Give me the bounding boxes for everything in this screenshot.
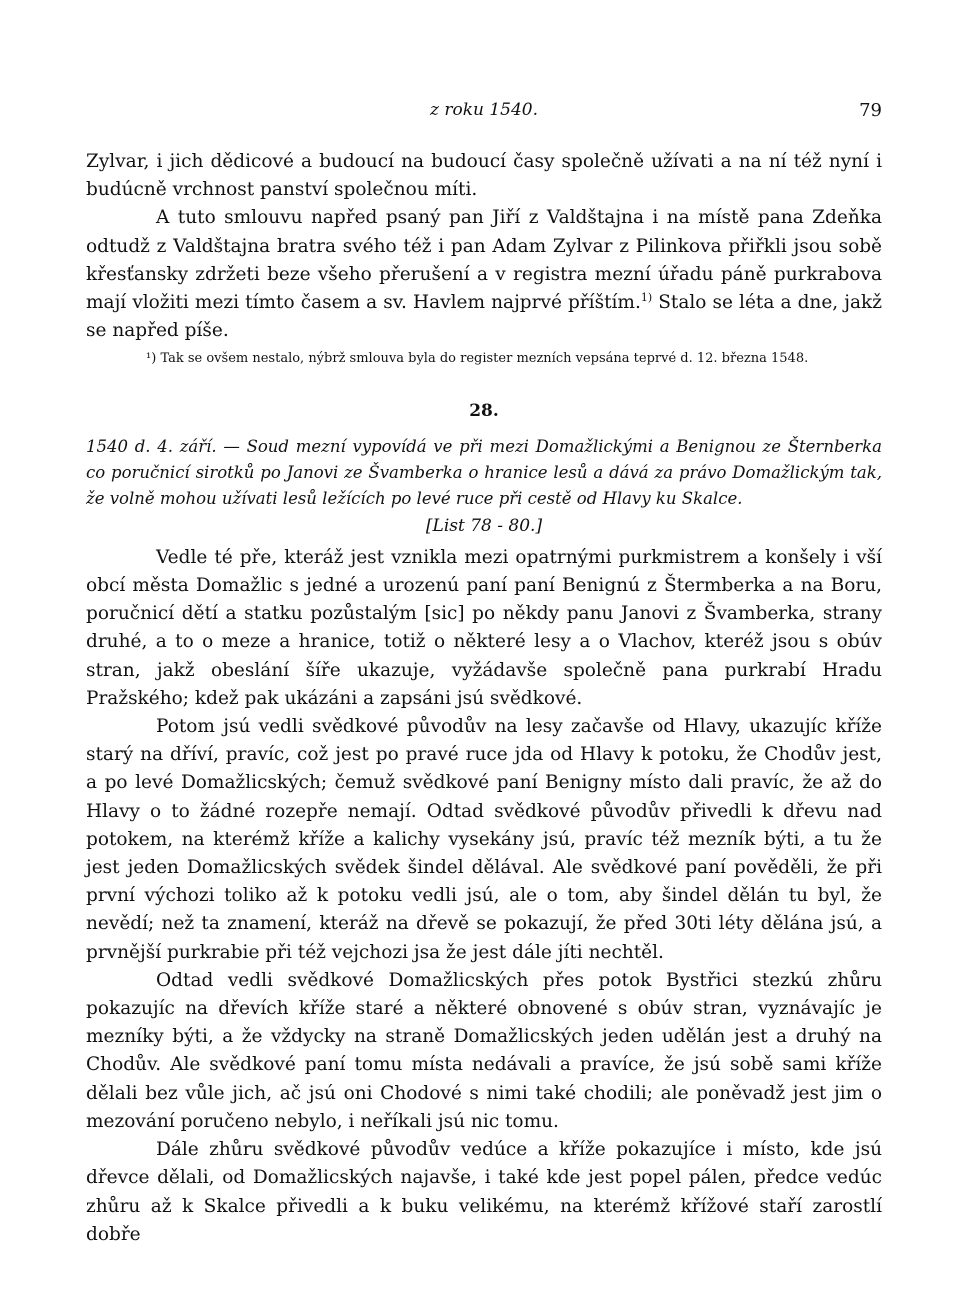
footnote: [86, 349, 882, 369]
agreement-paragraph: [86, 204, 882, 345]
paragraph: Odtad vedli svědkové Domažlicských přes potok Bystřici stezkú zhůru pokazujíc na dřevích kříže staré a některé obnovené s obúv stran, vyznávajíc je mezníky býti, a že vždycky na straně Domažlicských jeden udělán jest a druhý na Chodův. Ale svědkové paní tomu místa nedávali a pravíce, že jsú sobě sami kříže dělali bez vůle jich, ač jsú oni Chodové s nimi také chodili; ale poněvadž jest jim o mezování poručeno nebylo, i neříkali jsú nic tomu.: [86, 969, 882, 1132]
section-number: 28.: [469, 401, 499, 422]
agreement-text: A tuto smlouvu napřed psaný pan Jiří z Valdštajna i na místě pana Zdeňka odtudž z Valdštajna bratra svého též i pan Adam Zylvar z Pilinkova přiřkli jsou sobě křesťansky zdržeti beze všeho přerušení a v registra mezní úřadu páně purkrabova mají vložiti mezi tímto časem a sv. Havlem najprvé příštím.: [86, 207, 882, 314]
footnote-reference: 1): [640, 290, 653, 304]
paragraph: Dále zhůru svědkové původův vedúce a kříže pokazujíce i místo, kde jsú dřevce dělali, od Domažlicských najavše, i také kde jest popel pálen, předce vedúc zhůru až k Skalce přivedli a k buku velikému, na kterémž křížové staří zarostlí dobře: [86, 1139, 882, 1245]
running-title: z roku 1540.: [429, 100, 539, 120]
continuation-paragraph: Zylvar, i jich dědicové a budoucí na budoucí časy společně užívati a na ní též nyní i budúcně vrchnost panství společnou míti.: [86, 151, 882, 201]
agreement-text-end: Stalo se léta a dne, jakž se napřed píše.: [86, 292, 882, 342]
paragraph: Potom jsú vedli svědkové původův na lesy začavše od Hlavy, ukazujíc kříže starý na dříví, pravíc, což jest po pravé ruce jda od Hlavy k potoku, že Chodův jest, a po levé Domažlicských; čemuž svědkové paní Benigny místo dali pravíc, že až do Hlavy o to žádné rozepře nemají. Odtad svědkové původův přivedli k dřevu nad potokem, na kterémž kříže a kalichy vysekány jsú, pravíc též mezník býti, a tu že jest jeden Domažlicských svědek šindel dělával. Ale svědkové paní pověděli, že při první výchozi toliko až k potoku vedli jsú, ale o tom, aby šindel dělán tu byl, že nevědí; než ta znamení, kteráž na dřevě se pokazují, že před 30ti léty dělána jsú, a prvnější purkrabie při též vejchozi jsa že jest dále jíti nechtěl.: [86, 716, 882, 963]
section-regest: 1540 d. 4. září. — Soud mezní vypovídá ve při mezi Domažlickými a Benignou ze Šternberka co poručnicí sirotků po Janovi ze Švamberka o hranice lesů a dává za právo Domažlickým tak, že volně mohou užívati lesů ležících po levé ruce při cestě od Hlavy ku Skalce.: [86, 436, 882, 508]
footnote-text: Tak se ovšem nestalo, nýbrž smlouva byla do register mezních vepsána teprvé d. 12. března 1548.: [160, 351, 809, 367]
body-text: [86, 148, 882, 1249]
footnote-mark: ¹): [146, 351, 157, 367]
page-number: 79: [859, 100, 882, 121]
paragraph: Vedle té pře, kteráž jest vznikla mezi opatrnými purkmistrem a konšely i vší obcí města Domažlic s jedné a urozenú paní paní Benignú z Štermberka a na Boru, poručnicí dětí a statku pozůstalým [sic] po někdy panu Janovi z Švamberka, strany druhé, a to o meze a hranice, totiž o některé lesy a o Vlachov, kteréž jsou s obúv stran, jakž obeslání šíře ukazuje, vyžádavše společně pana purkrabí Hradu Pražského; kdež pak ukázáni a zapsáni jsú svědkové.: [86, 546, 882, 709]
page-header: [86, 100, 882, 130]
source-reference: [List 78 - 80.]: [425, 515, 543, 536]
